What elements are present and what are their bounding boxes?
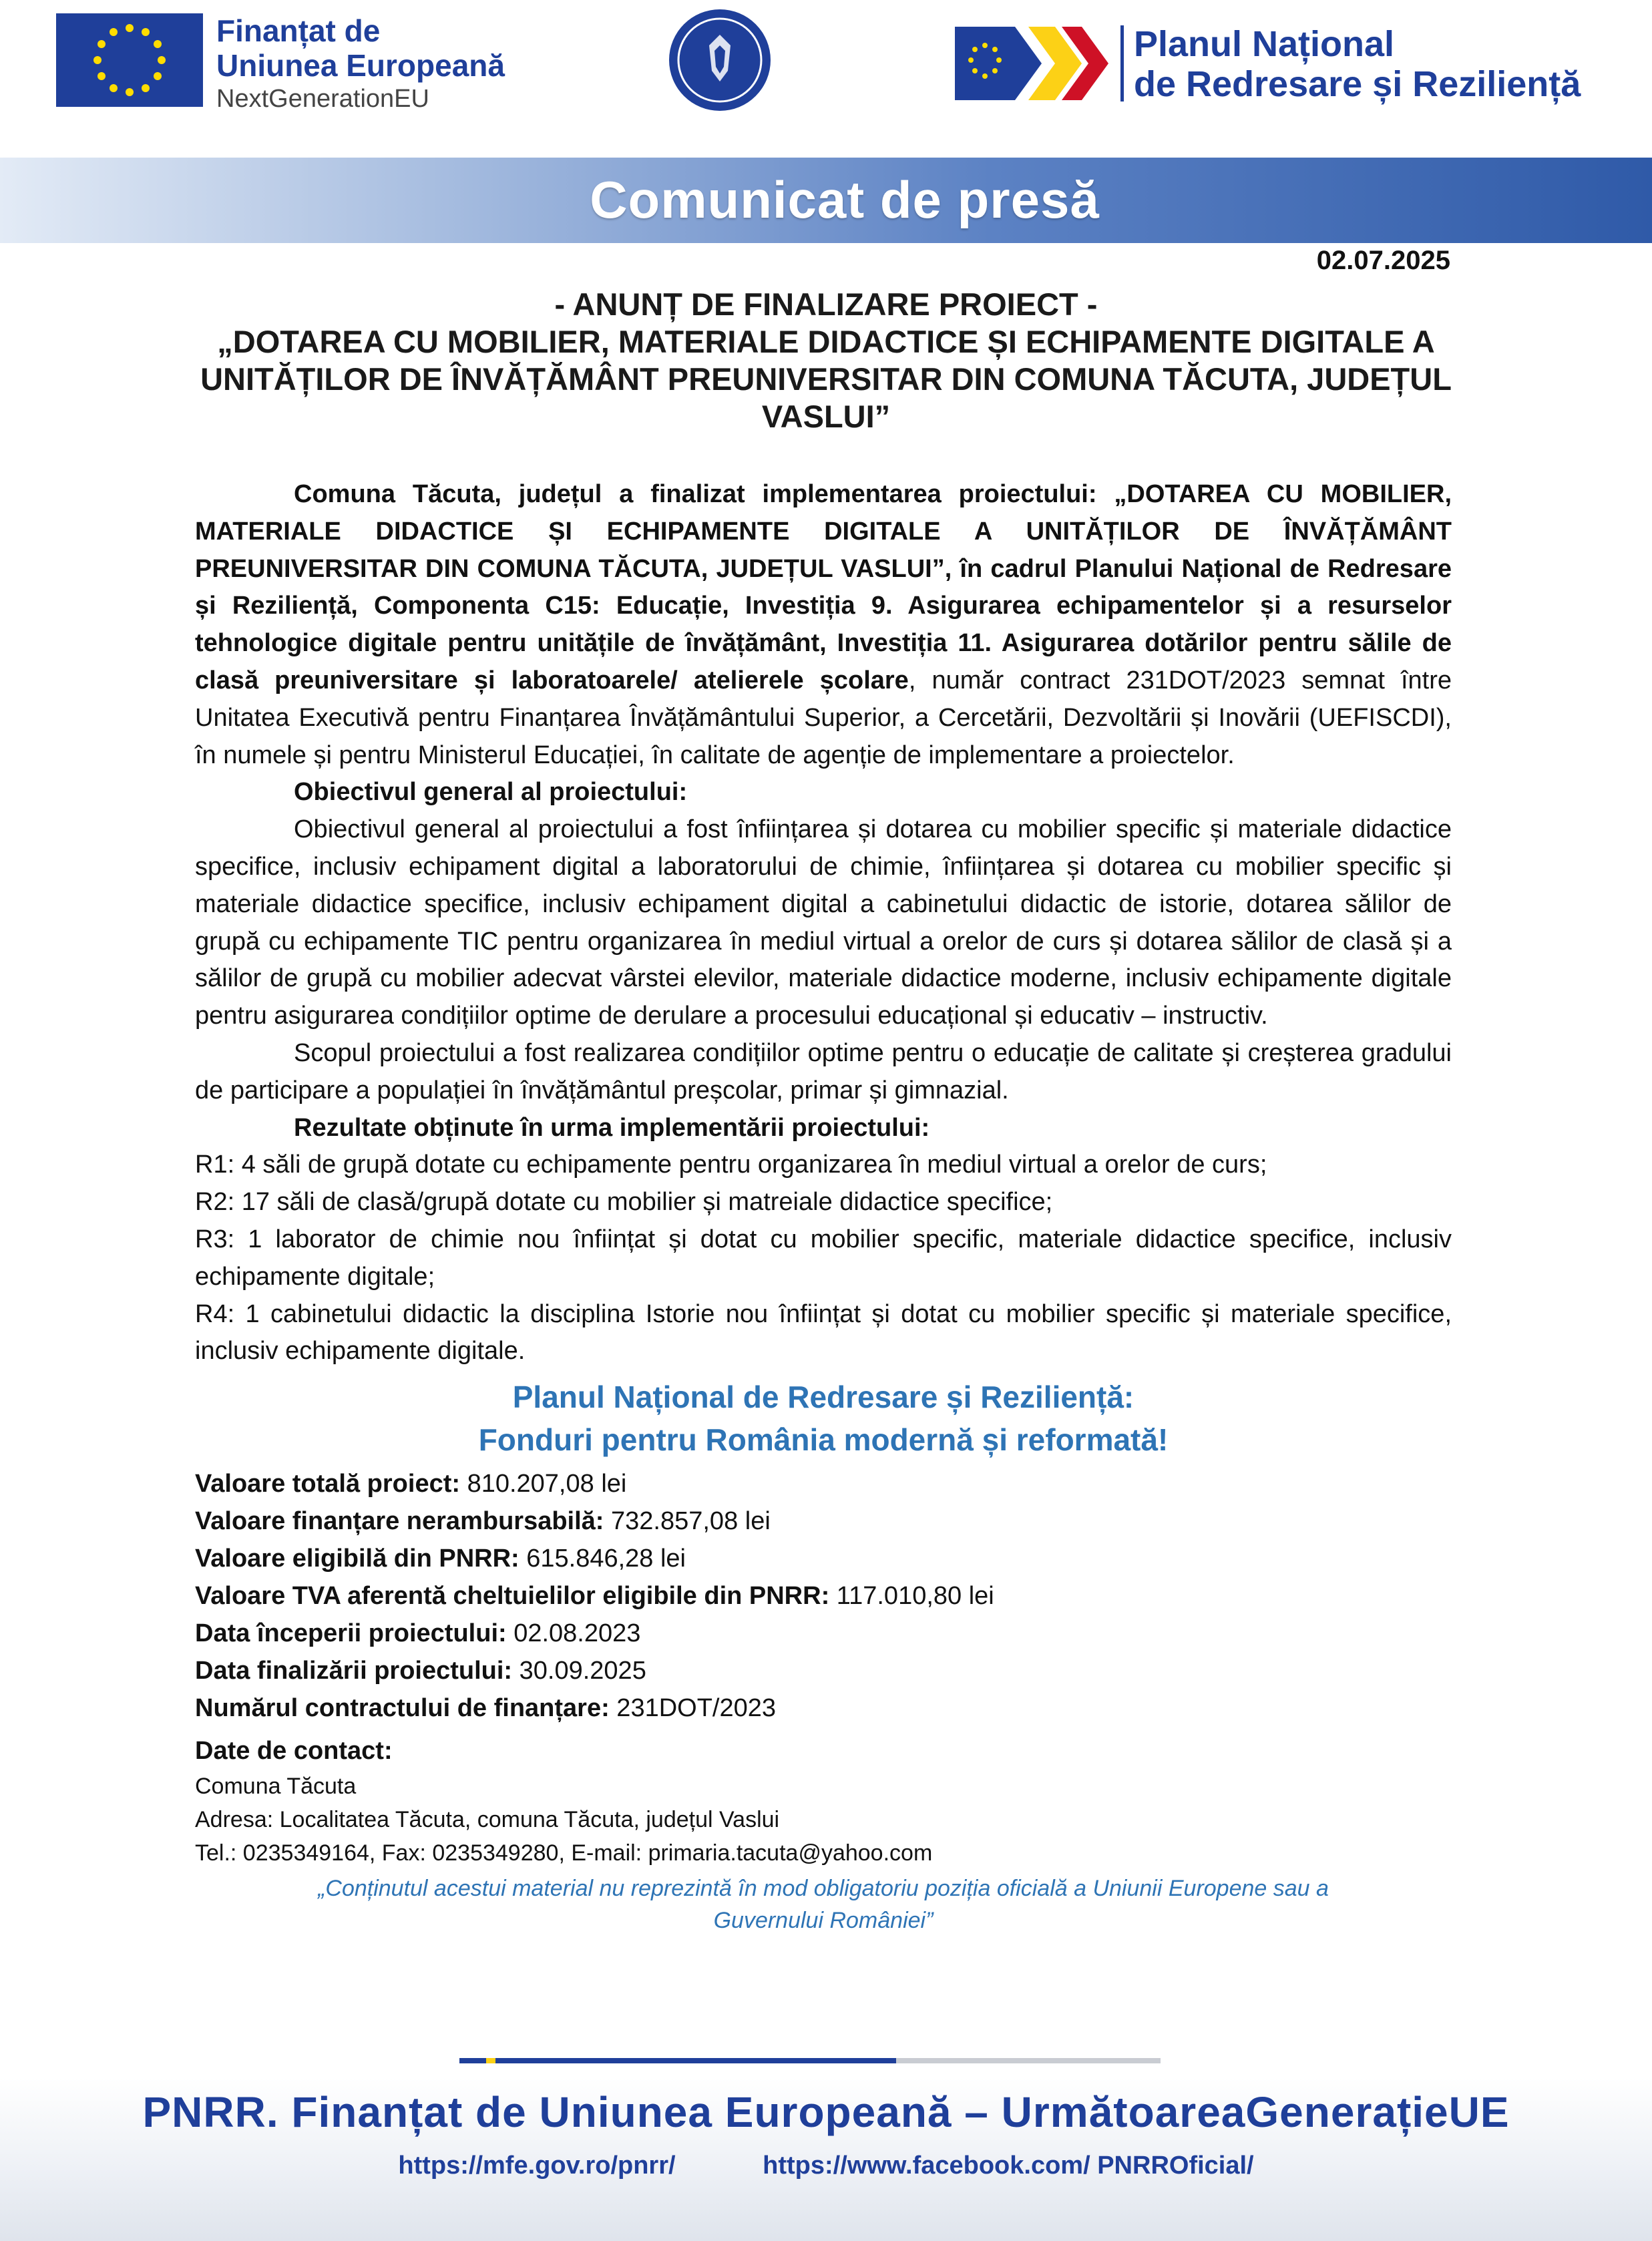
- pnrr-logo-line1: Planul Național: [1134, 24, 1395, 64]
- fact-value: 615.846,28 lei: [519, 1545, 686, 1573]
- contact-heading: Date de contact:: [195, 1737, 393, 1766]
- fact-row: [195, 1577, 1452, 1615]
- banner-title: Comunicat de presă: [590, 170, 1100, 229]
- press-release-body: [195, 476, 1452, 1937]
- fact-value: 732.857,08 lei: [604, 1507, 771, 1536]
- eu-logo-line1: Finanțat de: [216, 13, 381, 48]
- fact-label: Numărul contractului de finanțare:: [195, 1694, 610, 1723]
- eu-disclaimer: [195, 1872, 1452, 1937]
- footer-link-facebook[interactable]: https://www.facebook.com/ PNRROficial/: [763, 2152, 1254, 2180]
- fact-row: [195, 1540, 1452, 1577]
- objective-heading: [195, 774, 1452, 811]
- eu-flag-icon: [56, 13, 203, 107]
- intro-paragraph: [195, 476, 1452, 774]
- romanian-government-seal-icon: [666, 7, 773, 114]
- fact-label: Valoare totală proiect:: [195, 1470, 461, 1498]
- fact-value: 810.207,08 lei: [460, 1470, 627, 1498]
- slogan-line2: Fonduri pentru România modernă și reformată!: [478, 1422, 1169, 1458]
- fact-value: 117.010,80 lei: [829, 1582, 994, 1611]
- contact-name: Comuna Tăcuta: [195, 1774, 357, 1800]
- title-line2: „DOTAREA CU MOBILIER, MATERIALE DIDACTICE ȘI ECHIPAMENTE DIGITALE A: [217, 324, 1435, 359]
- fact-label: Valoare finanțare nerambursabilă:: [195, 1507, 604, 1536]
- footer-color-rule: [459, 2057, 1161, 2065]
- contact-phone-email: Tel.: 0235349164, Fax: 0235349280, E-mail: primaria.tacuta@yahoo.com: [195, 1840, 933, 1866]
- fact-value: 02.08.2023: [506, 1619, 641, 1648]
- pnrr-logo-line2: de Redresare și Reziliență: [1134, 64, 1581, 104]
- fact-label: Valoare TVA aferentă cheltuielilor eligibile din PNRR:: [195, 1582, 830, 1611]
- footer-link-mfe[interactable]: https://mfe.gov.ro/pnrr/: [398, 2152, 676, 2180]
- fact-row: [195, 1465, 1452, 1502]
- disclaimer-line1: „Conținutul acestui material nu reprezintă în mod obligatoriu poziția oficială a Uniunii Europene sau a: [318, 1876, 1329, 1902]
- footer-links: [0, 2152, 1652, 2180]
- fact-value: 231DOT/2023: [609, 1694, 777, 1723]
- release-date: 02.07.2025: [1316, 246, 1450, 275]
- pnrr-logo-divider: [1120, 25, 1124, 101]
- title-line3: UNITĂȚILOR DE ÎNVĂȚĂMÂNT PREUNIVERSITAR DIN COMUNA TĂCUTA, JUDEȚUL: [200, 361, 1452, 397]
- result-item: R1: 4 săli de grupă dotate cu echipamente pentru organizarea în mediul virtual a orelor de curs;: [195, 1151, 1267, 1179]
- fact-row: [195, 1502, 1452, 1540]
- result-item: R3: 1 laborator de chimie nou înființat și dotat cu mobilier specific, materiale didactice specifice, inclusiv echipamente digitale;: [195, 1225, 1452, 1291]
- result-item: R4: 1 cabinetului didactic la disciplina Istorie nou înființat și dotat cu mobilier specific și materiale specifice, inclusiv echipamente digitale.: [195, 1299, 1452, 1366]
- pnrr-logo: [955, 20, 1623, 107]
- eu-logo-line2: Uniunea Europeană: [216, 48, 505, 83]
- title-line4: VASLUI”: [761, 399, 891, 434]
- contact-address: Adresa: Localitatea Tăcuta, comuna Tăcuta, județul Vaslui: [195, 1807, 780, 1833]
- fact-label: Data începerii proiectului:: [195, 1619, 507, 1648]
- contact-block: [195, 1732, 1452, 1870]
- announcement-title: [195, 286, 1457, 435]
- objective-heading-text: Obiectivul general al proiectului:: [294, 778, 688, 807]
- result-item: R2: 17 săli de clasă/grupă dotate cu mobilier și matreiale didactice specifice;: [195, 1188, 1053, 1217]
- slogan-line1: Planul Național de Redresare și Reziliență:: [512, 1380, 1134, 1415]
- title-line1: - ANUNȚ DE FINALIZARE PROIECT -: [554, 286, 1098, 322]
- disclaimer-line2: Guvernului României”: [713, 1908, 934, 1934]
- fact-label: Valoare eligibilă din PNRR:: [195, 1545, 520, 1573]
- eu-funding-logo: [56, 13, 524, 113]
- footer-title: PNRR. Finanțat de Uniunea Europeană – UrmătoareaGenerațieUE: [142, 2088, 1510, 2136]
- eu-logo-line3: NextGenerationEU: [216, 85, 429, 113]
- project-facts: [195, 1465, 1452, 1727]
- objective-text: Obiectivul general al proiectului a fost înființarea și dotarea cu mobilier specific și materiale didactice specifice, inclusiv echipament digital a laboratorului de chimie, înființarea și dotarea cu mobilier specific și materiale didactice specifice, inclusiv echipament digital a cabinetului didactic de istorie, dotarea sălilor de grupă cu echipamente TIC pentru organizarea în mediul virtual a orelor de curs și dotarea sălilor de clasă și a sălilor de grupă cu mobilier adecvat vârstei elevilor, materiale didactice moderne, inclusiv echipamente digitale pentru asigurarea condițiilor optime de derulare a procesului educațional și educativ – instructiv.: [195, 815, 1452, 1030]
- intro-bold-text: Comuna Tăcuta, județul a finalizat implementarea proiectului: „DOTAREA CU MOBILIER, MATERIALE DIDACTICE ȘI ECHIPAMENTE DIGITALE A UNITĂȚILOR DE ÎNVĂȚĂMÂNT PREUNIVERSITAR DIN COMUNA TĂCUTA, JUDEȚUL VASLUI”, în cadrul Planului Național de Redresare și Reziliență, Componenta C15: Educație, Investiția 9. Asigurarea echipamentelor și a resurselor tehnologice digitale pentru unitățile de învățământ, Investiția 11. Asigurarea dotărilor pentru sălile de clasă preuniversitare și laboratoarele/ atelierele școlare: [195, 480, 1452, 694]
- fact-row: [195, 1615, 1452, 1652]
- results-heading-text: Rezultate obținute în urma implementării proiectului:: [294, 1113, 930, 1142]
- results-heading: [195, 1110, 1452, 1147]
- press-release-banner: [0, 158, 1652, 243]
- fact-row: [195, 1689, 1452, 1727]
- intro-normal-text: , număr contract 231DOT/2023 semnat între Unitatea Executivă pentru Finanțarea Învățământului Superior, a Cercetării, Dezvoltării și Inovării (UEFISCDI), în numele și pentru Ministerul Educației, în calitate de agenție de implementare a proiectelor.: [195, 666, 1452, 769]
- pnrr-flag-arrow-icon: [955, 20, 1108, 107]
- scope-text: Scopul proiectului a fost realizarea condițiilor optime pentru o educație de calitate și creșterea gradului de participare a populației în învățământul preșcolar, primar și gimnazial.: [195, 1038, 1452, 1104]
- fact-value: 30.09.2025: [512, 1657, 646, 1685]
- pnrr-slogan: [195, 1376, 1452, 1461]
- fact-row: [195, 1652, 1452, 1689]
- fact-label: Data finalizării proiectului:: [195, 1657, 513, 1685]
